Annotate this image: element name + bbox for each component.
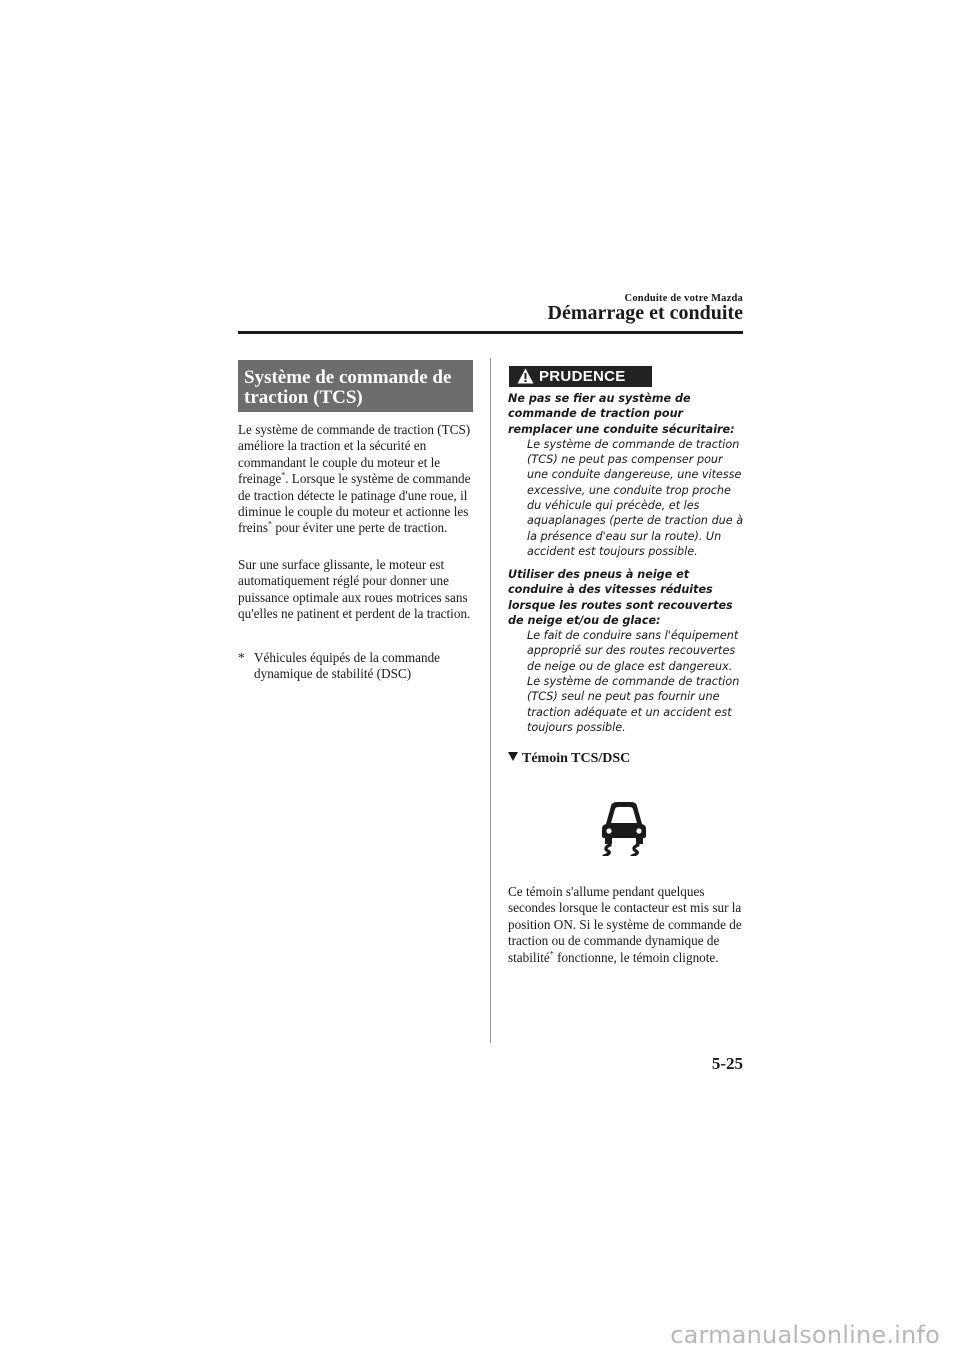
indicator-heading: Témoin TCS/DSC <box>508 751 630 767</box>
triangle-bullet-icon <box>508 752 518 761</box>
prudence-label: PRUDENCE <box>539 368 626 385</box>
footnote-asterisk: * <box>238 650 245 665</box>
asterisk-mark: * <box>549 949 554 959</box>
tcs-description-paragraph: Le système de commande de traction (TCS) améliore la traction et la sécurité en commandant le couple du moteur et le freinage*. Lorsque le système de commande de traction détecte le patinage d'une roue, il diminue le couple du moteur et actionne les freins* pour éviter une perte de traction. <box>238 422 471 536</box>
slippery-surface-paragraph: Sur une surface glissante, le moteur est automatiquement réglé pour donner une puissance optimale aux roues motrices sans qu'elles ne patinent et perdent de la traction. <box>238 557 471 622</box>
footnote-line: Véhicules équipés de la commande <box>254 650 441 665</box>
column-divider <box>490 358 491 1043</box>
section-title: Système de commande de traction (TCS) <box>238 360 473 412</box>
page-title: Démarrage et conduite <box>547 302 743 324</box>
prudence-badge <box>509 366 652 387</box>
page-number: 5-25 <box>711 1054 743 1073</box>
caution-lead: Utiliser des pneus à neige et conduire à des vitesses réduites lorsque les routes sont recouvertes de neige et/ou de glace: <box>508 568 733 627</box>
caution-item <box>508 391 744 559</box>
asterisk-mark: * <box>281 470 286 480</box>
asterisk-mark: * <box>268 520 273 530</box>
watermark: carmanualsonline.info <box>670 1321 940 1349</box>
header-rule <box>238 331 743 334</box>
tcs-dsc-skid-car-icon <box>596 798 652 856</box>
indicator-paragraph: Ce témoin s'allume pendant quelques secondes lorsque le contacteur est mis sur la position ON. Si le système de commande de traction ou de commande dynamique de stabilité* fonctionne, le témoin clignote. <box>508 884 742 965</box>
footnote-line: dynamique de stabilité (DSC) <box>254 666 412 682</box>
warning-triangle-icon <box>517 368 534 384</box>
caution-lead: Ne pas se fier au système de commande de traction pour remplacer une conduite sécuritaire: <box>508 392 735 436</box>
chapter-label: Conduite de votre Mazda <box>624 293 743 304</box>
caution-detail: Le système de commande de traction (TCS) ne peut pas compenser pour une conduite dangereuse, une vitesse excessive, une conduite trop proche du véhicule qui précède, et les aquaplanages (perte de traction due à la présence d'eau sur la route). Un accident est toujours possible. <box>527 437 744 558</box>
footnote <box>238 650 478 683</box>
caution-detail: Le fait de conduire sans l'équipement approprié sur des routes recouvertes de neige ou de glace est dangereux. Le système de commande de traction (TCS) seul ne peut pas fournir une traction adéquate et un accident est toujours possible. <box>527 629 740 734</box>
caution-item <box>508 567 744 735</box>
